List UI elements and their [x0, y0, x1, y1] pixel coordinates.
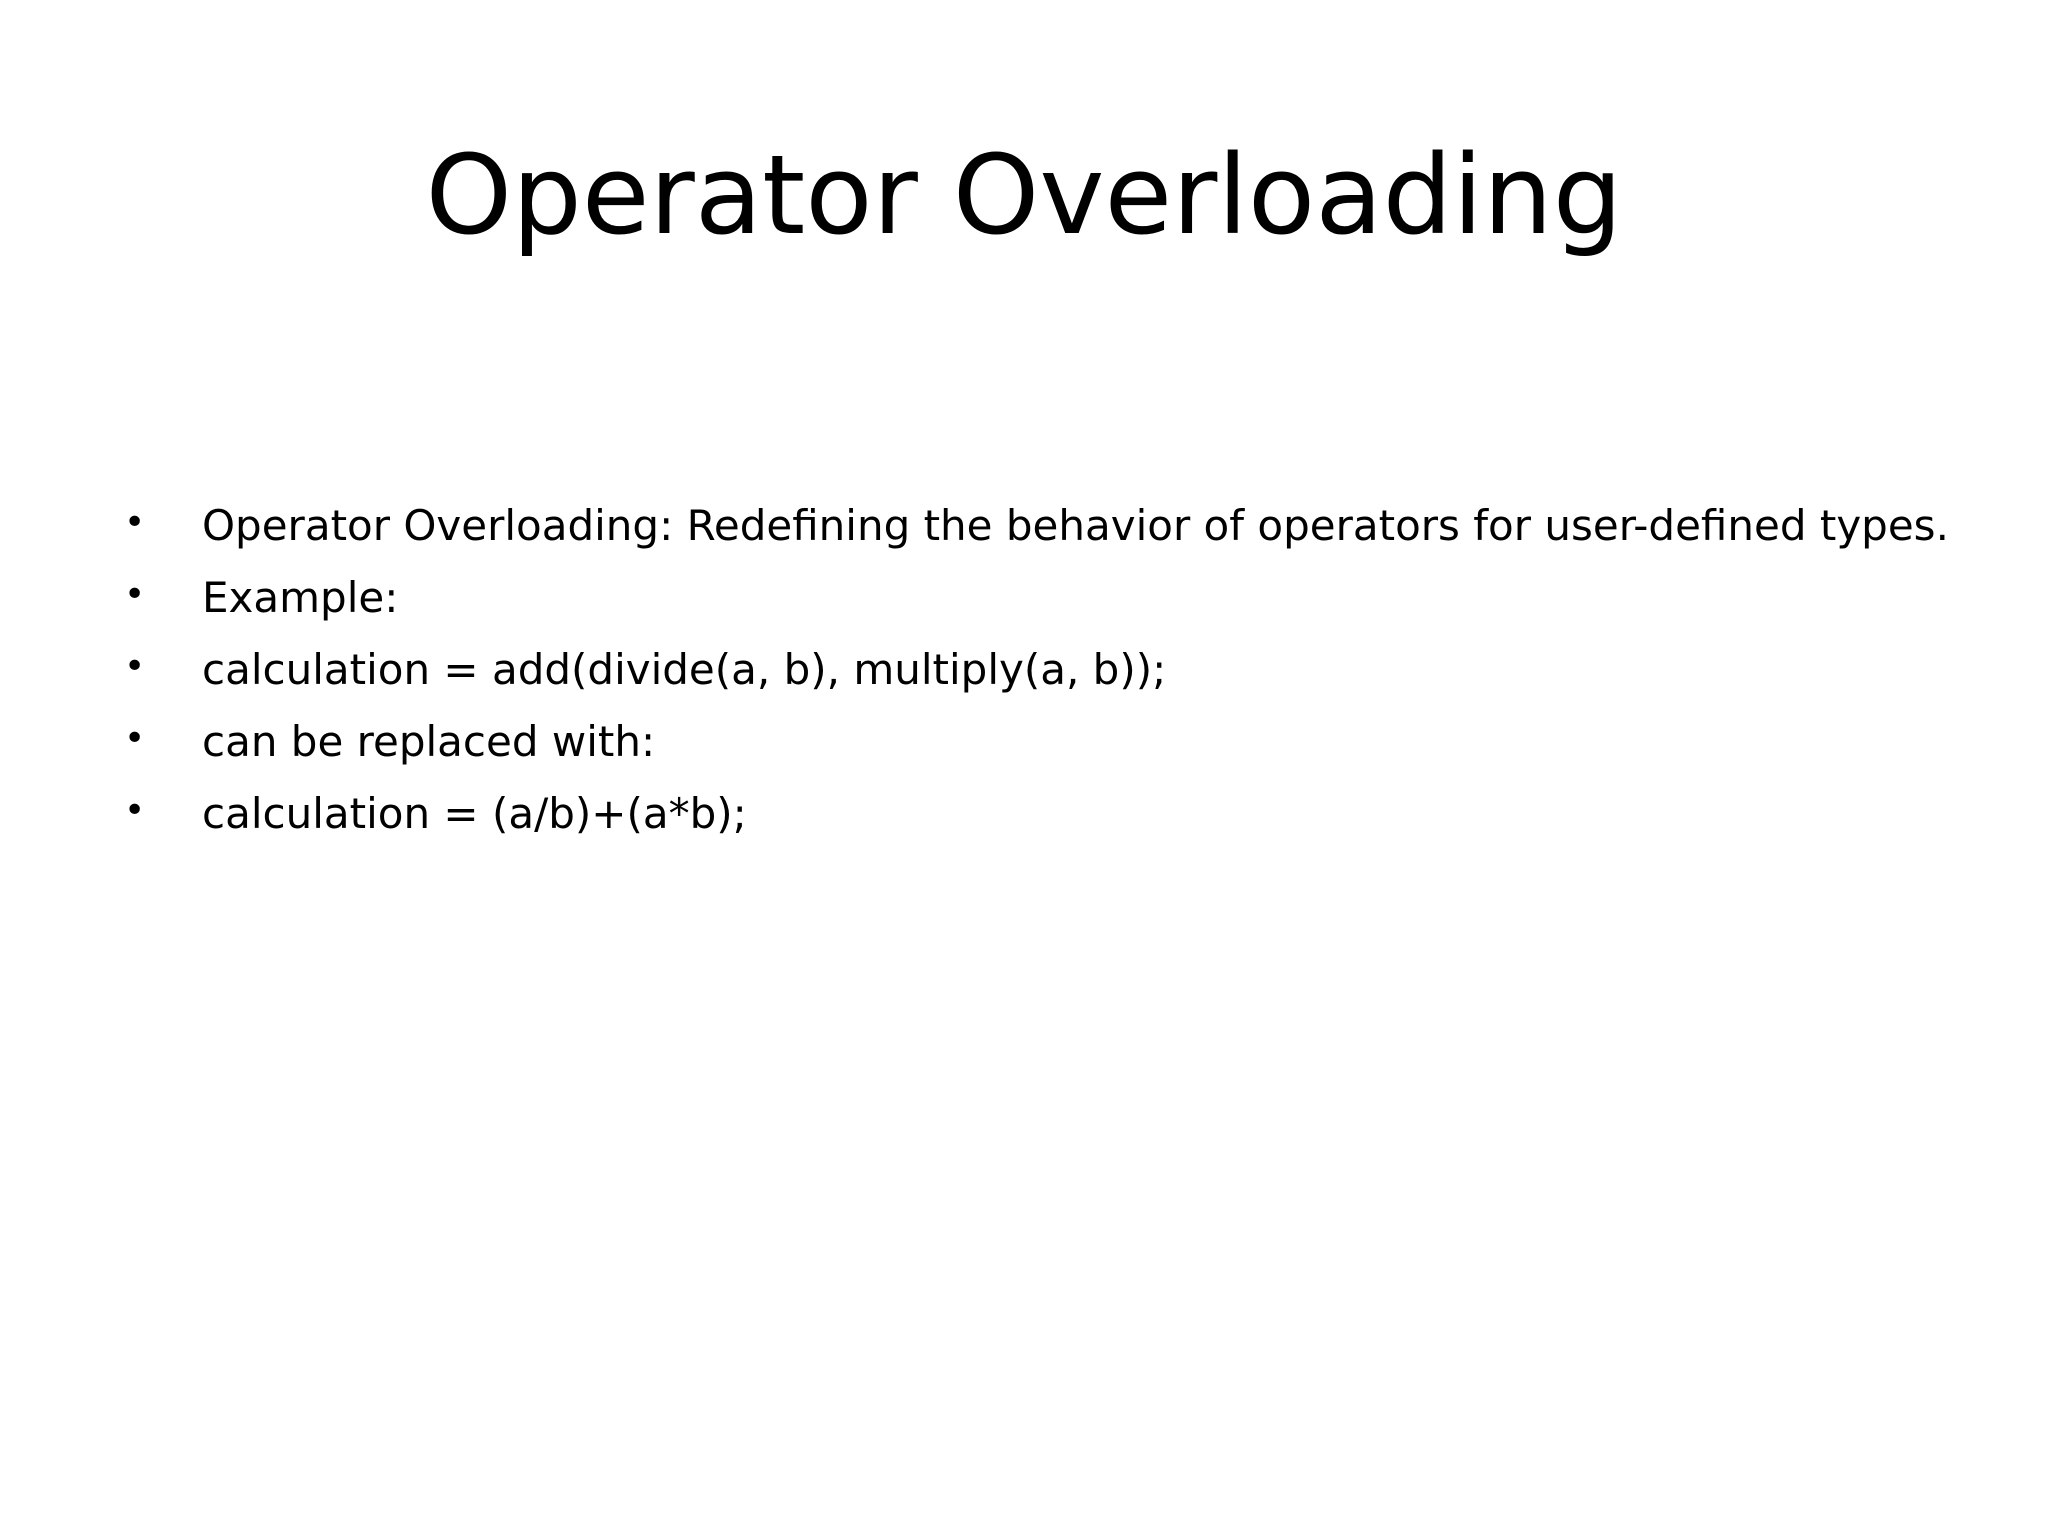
bullet-dot-icon: •: [124, 574, 146, 615]
bullet-text: calculation = (a/b)+(a*b);: [202, 789, 747, 838]
bullet-item: [120, 562, 2000, 634]
bullet-dot-icon: •: [124, 790, 146, 831]
bullet-item: [120, 778, 2000, 850]
bullet-dot-icon: •: [124, 718, 146, 759]
bullet-text: Operator Overloading: Redefining the behavior of operators for user-defined types.: [202, 501, 1949, 550]
bullet-item: [120, 634, 2000, 706]
bullet-item: [120, 706, 2000, 778]
bullet-text: can be replaced with:: [202, 717, 656, 766]
bullet-text: calculation = add(divide(a, b), multiply(a, b));: [202, 645, 1167, 694]
bullet-text: Example:: [202, 573, 399, 622]
bullet-list: [120, 490, 2000, 850]
bullet-dot-icon: •: [124, 646, 146, 687]
bullet-dot-icon: •: [124, 502, 146, 543]
slide-title: Operator Overloading: [425, 131, 1623, 259]
bullet-item: [120, 490, 2000, 562]
